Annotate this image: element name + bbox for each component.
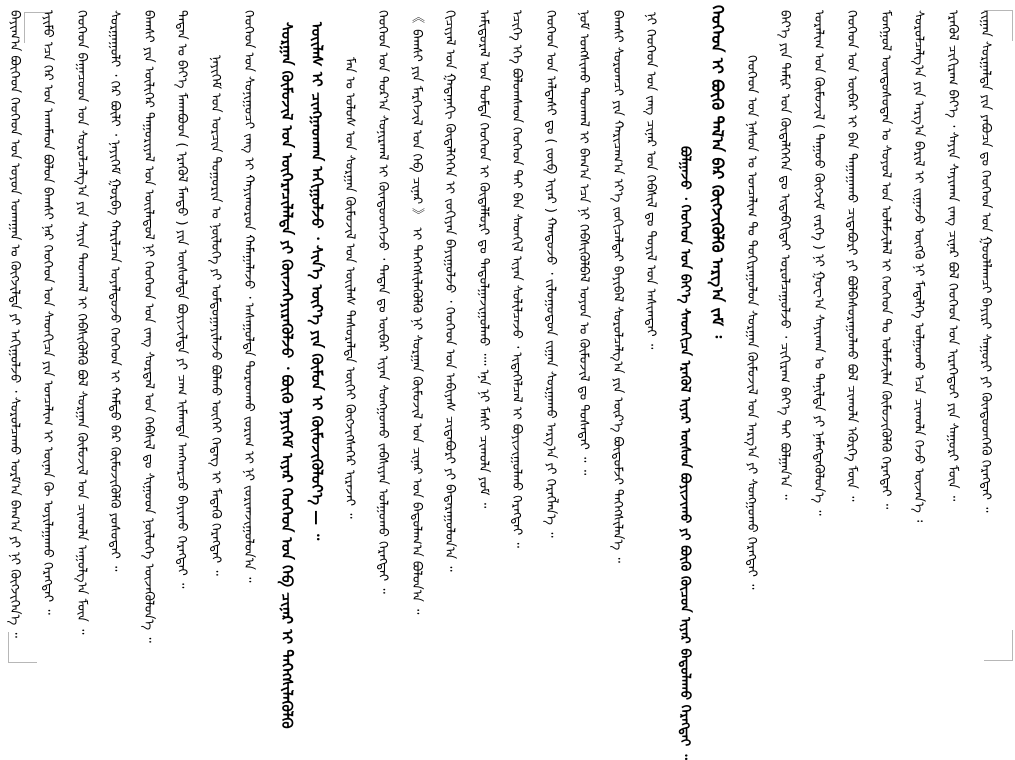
text-column: ᠬᠡᠦᠬᠡᠳ ᠤᠨ ᠠᠯᠳᠠᠰᠢ ᠳᠤ ( ᠵᠥᠪ ᠢᠶᠡᠷ ) ᠬᠠᠨᠳᠤᠵᠤ ᠂ ᠵᠢᠯᠣᠭᠣᠳᠤᠨ ᠵᠢᠭᠠᠨ ᠰᠤᠷᠭᠠᠬᠤ ᠠᠷᠭ᠎ᠠ ᠶᠢ ᠬᠡᠷᠡᠭᠯᠡᠨ᠎ᠡ ᠃ [543, 10, 558, 538]
text-column: ᠬᠡᠦᠬᠡᠳ ᠪᠠᠭᠠᠴᠤᠳ ᠤᠨ ᠰᠤᠷᠤᠯᠴᠠᠯᠭ᠎ᠠ ᠶᠢᠨ ᠰᠠᠶᠢᠨ ᠳᠠᠳᠬᠠᠯ ᠢ ᠬᠡᠪᠰᠢᠭᠦᠯᠬᠦ ᠪᠣᠯ ᠰᠤᠷᠭᠠᠨ ᠬᠦᠮᠦᠵᠢᠯ ᠤᠨ ᠴᠢᠬᠤᠯᠠ ᠠᠭᠤᠯᠭ᠎ᠠ ᠮᠥᠨ ᠃ [74, 10, 89, 635]
text-column: ᠲᠡᠳᠡᠨ ᠤ ᠪᠡᠶ᠎ᠡ ᠮᠠᠬᠠᠪᠣᠳ ( ᠡᠷᠡᠭᠦᠯ ᠮᠡᠨᠳᠦ ) ᠶᠢᠨ ᠦᠰᠦᠯᠲᠡ ᠪᠣᠶᠢᠵᠢᠯᠲᠠ ᠶᠢ ᠴᠠᠭ ᠢᠮᠠᠭᠲᠠ ᠠᠩᠬᠠᠷᠴᠤ ᠪᠠᠶᠢᠬᠤ ᠬᠡᠷᠡᠭᠲᠡᠢ ᠃ [174, 10, 189, 589]
text-column: ᠨᠣᠮ ᠤᠩᠰᠢᠬᠤ ᠳᠠᠳᠬᠠᠯ ᠢ ᠪᠠᠭ᠎ᠠ ᠡᠴᠡ ᠨᠢ ᠬᠡᠪᠰᠢᠭᠦᠯᠪᠡᠯ ᠣᠶᠤᠨ ᠤ ᠬᠦᠮᠦᠵᠢᠯ ᠳᠤ ᠲᠤᠰᠠᠲᠠᠢ ᠃ ᠃ [576, 10, 591, 476]
text-column: ᠡᠷᠡᠭᠦᠯ ᠴᠢᠭᠢᠷᠠᠭ ᠪᠡᠶ᠎ᠡ ᠂ ᠰᠠᠶᠢᠨ ᠰᠠᠶᠢᠬᠠᠨ ᠵᠠᠩ ᠴᠢᠨᠠᠷ ᠪᠣᠯ ᠬᠡᠦᠬᠡᠳ ᠤᠨ ᠢᠷᠡᠭᠡᠳᠦᠢ ᠶᠢᠨ ᠰᠠᠭᠤᠷᠢ ᠮᠥᠨ ᠃ [945, 10, 960, 502]
text-column: ᠡᠶᠢᠮᠦ ᠡᠴᠡ ᠭᠡᠷ ᠤᠨ ᠠᠬᠠᠮᠠᠳ ᠪᠣᠯᠤᠨ ᠪᠠᠭᠰᠢ ᠨᠠᠷ ᠬᠡᠦᠬᠡᠳ ᠤᠨ ᠰᠡᠳᠬᠢᠴᠡ ᠶᠢᠨ ᠣᠨᠴᠠᠯᠢᠭ ᠢ ᠦᠨᠡᠨ ᠬᠦ ᠣᠶᠢᠯᠠᠭᠠᠬᠤ ᠬᠡᠷᠡᠭᠲᠡᠢ ᠃ [40, 10, 55, 615]
text-column: ᠡᠴᠢᠭᠡ ᠡᠬᠡ ᠪᠣᠯᠤᠭᠰᠠᠳ ᠬᠡᠦᠬᠡᠳ ᠲᠠᠢ ᠪᠠᠨ ᠰᠡᠳᠬᠢᠯ ᠢᠶᠡᠨ ᠰᠣᠯᠢᠯᠴᠠᠵᠤ ᠂ ᠢᠲᠡᠭᠡᠯᠴᠡᠯ ᠢ ᠪᠣᠶᠢᠵᠢᠭᠤᠯᠬᠤ ᠬᠡᠷᠡᠭᠲᠡᠢ ᠃ [509, 10, 524, 548]
section-heading-column: ᠰᠤᠷᠭᠠᠨ ᠬᠦᠮᠦᠵᠢᠯ ᠤᠨ ᠥᠭᠡᠷᠡᠴᠢᠯᠡᠯᠲᠡ ᠶᠢ ᠭᠦᠨᠵᠡᠭᠡᠶᠢᠷᠡᠭᠦᠯᠵᠦ ᠂ ᠪᠦᠬᠦ ᠨᠡᠶᠢᠭᠡᠮ ᠢᠶᠡᠷ ᠬᠡᠦᠬᠡᠳ ᠤᠨ ᠬᠡᠪ ᠴᠢᠨᠠᠷ ᠢ ᠳᠡᠭᠡᠭᠰᠢᠯᠡᠭᠦᠯᠬᠦ [278, 22, 296, 729]
text-column: ᠪᠠᠭᠰᠢ ᠰᠤᠷᠤᠭᠴᠢ ᠶᠢᠨ ᠬᠠᠷᠢᠴᠠᠭ᠎ᠠ ᠡᠶ᠎ᠡ ᠵᠣᠬᠢᠴᠠᠯᠲᠠᠢ ᠪᠠᠶᠢᠪᠠᠯ ᠰᠤᠷᠤᠯᠴᠠᠯᠭ᠎ᠠ ᠶᠢᠨ ᠦᠷ᠎ᠡ ᠪᠦᠲᠦᠮᠵᠢ ᠳᠡᠭᠡᠭᠰᠢᠯᠡᠨ᠎ᠡ ᠃ [610, 10, 625, 563]
text-column: ᠠᠮᠢᠳᠤᠷᠠᠯ ᠤᠨ ᠳᠤᠮᠳᠠ ᠬᠡᠦᠬᠡᠳ ᠢ ᠬᠥᠳᠡᠯᠮᠦᠷᠢ ᠳᠤ ᠳᠠᠳᠤᠯᠭᠠᠵᠢᠭᠤᠯᠬᠤ ᠁ ᠡᠨᠡ ᠨᠢ ᠮᠠᠰᠢ ᠴᠢᠬᠤᠯᠠ ᠶᠤᠮ ᠃ [476, 10, 491, 509]
text-column: ᠬᠡᠦᠬᠡᠳ ᠤᠨ ᠰᠣᠨᠢᠭᠤᠴᠢ ᠵᠠᠩ ᠢ ᠬᠠᠶᠢᠬᠤᠷᠤᠨ ᠬᠠᠮᠠᠭᠠᠯᠠᠵᠤ ᠂ ᠠᠰᠠᠭᠤᠯᠲᠠ ᠳᠤᠷᠠᠳᠬᠤ ᠵᠣᠷᠢᠭ ᠢ ᠨᠢ ᠵᠣᠷᠢᠭᠵᠢᠭᠤᠯᠤᠨ᠎ᠠ ᠃ [241, 10, 256, 583]
bold-lead-column: ᠪᠣᠯᠭᠠᠵᠤ ᠂ ᠬᠡᠦᠬᠡᠳ ᠤᠨ ᠪᠡᠶ᠎ᠡ ᠰᠡᠳᠬᠢᠴᠡ ᠡᠷᠡᠭᠦᠯ ᠢᠶᠡᠷ ᠦᠰᠦᠨ ᠪᠣᠶᠢᠵᠢᠬᠤ ᠶᠢ ᠪᠦᠬᠦ ᠬᠦᠴᠦᠨ ᠢᠶᠡᠷ ᠪᠠᠲᠤᠯᠠᠬᠤ ᠬᠡᠷᠡᠭᠲᠡᠢ ᠃ [677, 146, 693, 760]
text-column: ᠰᠤᠷᠤᠯᠴᠠᠯᠭ᠎ᠠ ᠶᠢᠨ ᠠᠷᠭ᠎ᠠ ᠪᠠᠷᠢᠯ ᠢ ᠵᠢᠭᠠᠵᠤ ᠥᠭᠬᠦ ᠨᠢ ᠮᠡᠳᠡᠯᠭᠡ ᠣᠯᠭᠣᠬᠤ ᠡᠴᠡ ᠴᠢᠬᠤᠯᠠ ᠭᠡᠵᠦ ᠦᠵᠡᠨ᠎ᠡ ᠄ [911, 10, 926, 523]
text-column: 《 ᠪᠠᠭᠰᠢ ᠶᠢᠨ ᠮᠡᠷᠭᠡᠵᠢᠯ ᠤᠨ ᠬᠡᠪ ᠴᠢᠨᠠᠷ 》 ᠢ ᠳᠡᠭᠡᠭᠰᠢᠯᠡᠭᠦᠯᠬᠦ ᠨᠢ ᠰᠤᠷᠭᠠᠨ ᠬᠦᠮᠦᠵᠢᠯ ᠤᠨ ᠴᠢᠨᠠᠷ ᠤᠨ ᠪᠠᠲᠤᠯᠠᠭ᠎ᠠ ᠪᠣᠯᠤᠨ᠎ᠠ ᠃ [409, 10, 424, 615]
section-heading-column: ᠦᠢᠯᠡᠰ ᠢ ᠴᠢᠩᠭᠠᠳᠬᠠᠨ ᠠᠬᠢᠭᠤᠯᠵᠤ ᠂ ᠰᠢᠨ᠎ᠡ ᠦᠶ᠎ᠡ ᠶᠢᠨ ᠬᠦᠮᠦᠨ ᠢ ᠬᠦᠮᠦᠵᠢᠭᠦᠯᠦᠶ᠎ᠡ — ᠃ [308, 22, 326, 541]
text-column: ᠮᠣᠩᠭᠣᠯ ᠦᠨᠳᠦᠰᠦᠲᠡᠨ ᠤ ᠰᠣᠶᠣᠯ ᠤᠨ ᠤᠯᠠᠮᠵᠢᠯᠠᠯ ᠢ ᠬᠡᠦᠬᠡᠳ ᠲᠤ ᠤᠯᠠᠮᠵᠢᠯᠠᠨ ᠬᠦᠮᠦᠵᠢᠭᠦᠯᠬᠦ ᠬᠡᠷᠡᠭᠲᠡᠢ ᠃ [878, 10, 893, 510]
text-column: ᠵᠢᠭᠠᠨ ᠰᠤᠷᠭᠠᠯᠲᠠ ᠶᠢᠨ ᠶᠠᠪᠤᠴᠠ ᠳᠤ ᠬᠡᠦᠬᠡᠳ ᠤᠨ ᠭᠣᠣᠯᠯᠠᠭᠴᠢ ᠪᠠᠶᠢᠷᠢ ᠰᠠᠭᠤᠷᠢ ᠶᠢ ᠬᠦᠨᠳᠦᠳᠬᠡᠬᠦ ᠬᠡᠷᠡᠭᠲᠡᠢ ᠃ [978, 10, 993, 513]
text-column: ᠰᠤᠷᠭᠠᠭᠤᠯᠢ ᠂ ᠭᠡᠷ ᠪᠦᠯᠢ ᠂ ᠨᠡᠶᠢᠭᠡᠮ ᠭᠤᠷᠪᠠ ᠬᠠᠷᠢᠯᠴᠠᠨ ᠤᠶᠠᠯᠳᠤᠵᠤ ᠬᠡᠦᠬᠡᠳ ᠢ ᠬᠠᠮᠲᠤ ᠪᠠᠷ ᠬᠦᠮᠦᠵᠢᠭᠦᠯᠬᠦ ᠶᠣᠰᠣᠲᠠᠢ ᠃ [107, 10, 122, 572]
text-column: ᠬᠢᠴᠢᠶᠡᠯ ᠤᠨ ᠭᠠᠳᠠᠨᠠᠬᠢ ᠬᠥᠳᠡᠯᠭᠡᠭᠡᠨ ᠢ ᠵᠣᠬᠢᠶᠠᠨ ᠪᠠᠶᠢᠭᠤᠯᠵᠤ ᠂ ᠬᠡᠦᠬᠡᠳ ᠤᠨ ᠠᠪᠢᠶᠠᠰ ᠴᠢᠳᠠᠪᠤᠷᠢ ᠶᠢ ᠪᠠᠳᠠᠷᠠᠭᠤᠯᠤᠨ᠎ᠠ ᠃ [442, 10, 457, 572]
section-heading-column: ᠬᠡᠦᠬᠡᠳ ᠢ ᠪᠦᠬᠦ ᠲᠠᠯ᠎ᠠ ᠪᠠᠷ ᠬᠥᠭᠵᠢᠭᠦᠯᠬᠦ ᠠᠷᠭ᠎ᠠ ᠵᠠᠮ ᠄ [708, 5, 727, 339]
text-column: ᠬᠡᠦᠬᠡᠳ ᠤᠨ ᠥᠪᠡᠷ ᠢ ᠪᠡᠨ ᠳᠠᠭᠠᠭᠠᠬᠤ ᠴᠢᠳᠠᠪᠤᠷᠢ ᠶᠢ ᠪᠣᠯᠪᠠᠰᠤᠷᠠᠭᠤᠯᠬᠤ ᠪᠣᠯ ᠴᠢᠬᠤᠯᠠ ᠡᠭᠦᠷᠭᠡ ᠮᠥᠨ ᠃ [844, 10, 859, 502]
text-column-indented: ᠬᠡᠦᠬᠡᠳ ᠤᠨ ᠨᠠᠰᠤᠨ ᠤ ᠣᠨᠴᠠᠯᠢᠭ ᠲᠤ ᠲᠣᠬᠢᠷᠠᠭᠤᠯᠤᠨ ᠰᠤᠷᠭᠠᠨ ᠬᠦᠮᠦᠵᠢᠯ ᠤᠨ ᠠᠷᠭ᠎ᠠ ᠶᠢ ᠰᠣᠩᠭᠣᠬᠤ ᠬᠡᠷᠡᠭᠲᠡᠢ ᠃ [744, 55, 759, 590]
text-column: ᠪᠠᠶᠢᠭ᠎ᠠ ᠪᠥᠭᠡᠳ ᠬᠡᠦᠬᠡᠳ ᠤᠨ ᠣᠶᠤᠨ ᠤᠬᠠᠭᠠᠨ ᠤ ᠬᠥᠭᠵᠢᠯᠲᠡ ᠶᠢ ᠠᠬᠢᠭᠤᠯᠵᠤ ᠂ ᠰᠤᠷᠤᠯᠴᠠᠬᠤ ᠤᠷᠮ᠎ᠠ ᠪᠠᠬ᠎ᠠ ᠶᠢ ᠨᠢ ᠬᠥᠭᠵᠢᠭᠡᠨ᠎ᠡ ᠃ [7, 10, 22, 638]
text-column: ᠤᠷᠠᠯᠢᠭ ᠤᠨ ᠬᠦᠮᠦᠵᠢᠯ ( ᠳᠠᠭᠤᠤ ᠬᠥᠭᠵᠢᠮ ᠵᠡᠷᠭᠡ ) ᠨᠢ ᠭᠣᠸ᠎ᠠ ᠰᠠᠶᠢᠬᠠᠨ ᠤ ᠲᠠᠨᠢᠯᠲᠠ ᠶᠢ ᠨᠡᠮᠡᠭᠳᠡᠭᠦᠯᠦᠨ᠎ᠡ ᠃ [811, 10, 826, 516]
text-column-indented: ᠨᠡᠶᠢᠭᠡᠮ ᠤᠨ ᠣᠷᠴᠢᠨ ᠲᠣᠭᠣᠷᠢᠨ ᠤ ᠨᠥᠯᠥᠭᠡ ᠶᠢ ᠤᠮᠳᠤᠭᠠᠶᠢᠯᠠᠵᠤ ᠪᠣᠯᠬᠤ ᠦᠭᠡᠢ ᠭᠡᠳᠡᠭ ᠢ ᠮᠡᠳᠡᠬᠦ ᠬᠡᠷᠡᠭᠲᠡᠢ ᠃ [208, 55, 223, 576]
text-column: ᠪᠡᠶ᠎ᠡ ᠶᠢᠨ ᠲᠠᠮᠢᠷ ᠤᠨ ᠬᠥᠳᠡᠯᠭᠡᠭᠡᠨ ᠳᠤ ᠢᠳᠡᠪᠬᠢᠲᠡᠢ ᠣᠷᠣᠯᠴᠠᠭᠤᠯᠵᠤ ᠂ ᠴᠢᠭᠢᠷᠠᠭ ᠪᠡᠶ᠎ᠡ ᠲᠠᠢ ᠪᠣᠯᠭᠠᠨ᠎ᠠ ᠃ [777, 10, 792, 500]
text-column-indented: ᠮᠠᠨ ᠤ ᠤᠯᠤᠰ ᠤᠨ ᠰᠤᠷᠭᠠᠨ ᠬᠦᠮᠦᠵᠢᠯ ᠤᠨ ᠦᠢᠯᠡᠰ ᠲᠠᠰᠤᠷᠠᠯᠲᠠ ᠦᠭᠡᠢ ᠬᠥᠭᠵᠢᠭᠰᠡᠭᠡᠷ ᠢᠷᠡᠵᠡᠢ ᠃ [342, 57, 357, 519]
paragraph-end-column: ᠨᠢ ᠬᠡᠦᠬᠡᠳ ᠤᠨ ᠵᠠᠩ ᠴᠢᠨᠠᠷ ᠤᠨ ᠬᠡᠪᠰᠢᠯ ᠳᠤ ᠲᠤᠶᠢᠯ ᠤᠨ ᠠᠰᠢᠭᠲᠠᠢ ᠃ [643, 12, 658, 350]
text-column: ᠪᠠᠭᠰᠢ ᠶᠢᠨ ᠦᠯᠢᠭᠡᠷ ᠳᠠᠭᠤᠷᠢᠶᠠᠯ ᠤᠨ ᠦᠢᠯᠡᠳᠦᠯ ᠨᠢ ᠬᠡᠦᠬᠡᠳ ᠤᠨ ᠵᠠᠩ ᠰᠤᠷᠲᠠᠯ ᠤᠨ ᠬᠡᠪᠰᠢᠯ ᠳᠤ ᠰᠢᠭᠤᠳ ᠨᠥᠯᠥᠭᠡ ᠦᠵᠡᠭᠦᠯᠦᠨ᠎ᠡ ᠃ [141, 10, 156, 643]
text-column: ᠬᠡᠦᠬᠡᠳ ᠤᠨ ᠳᠤᠷ᠎ᠠ ᠰᠣᠨᠢᠷᠬᠠᠯ ᠢ ᠬᠦᠨᠳᠦᠳᠬᠡᠵᠦ ᠂ ᠲᠡᠳᠡᠨ ᠳᠤ ᠥᠪᠡᠷ ᠢᠶᠡᠨ ᠰᠣᠩᠭᠣᠬᠤ ᠵᠠᠪᠰᠢᠶᠠᠨ ᠣᠯᠭᠣᠬᠤ ᠬᠡᠷᠡᠭᠲᠡᠢ ᠃ [375, 10, 390, 594]
